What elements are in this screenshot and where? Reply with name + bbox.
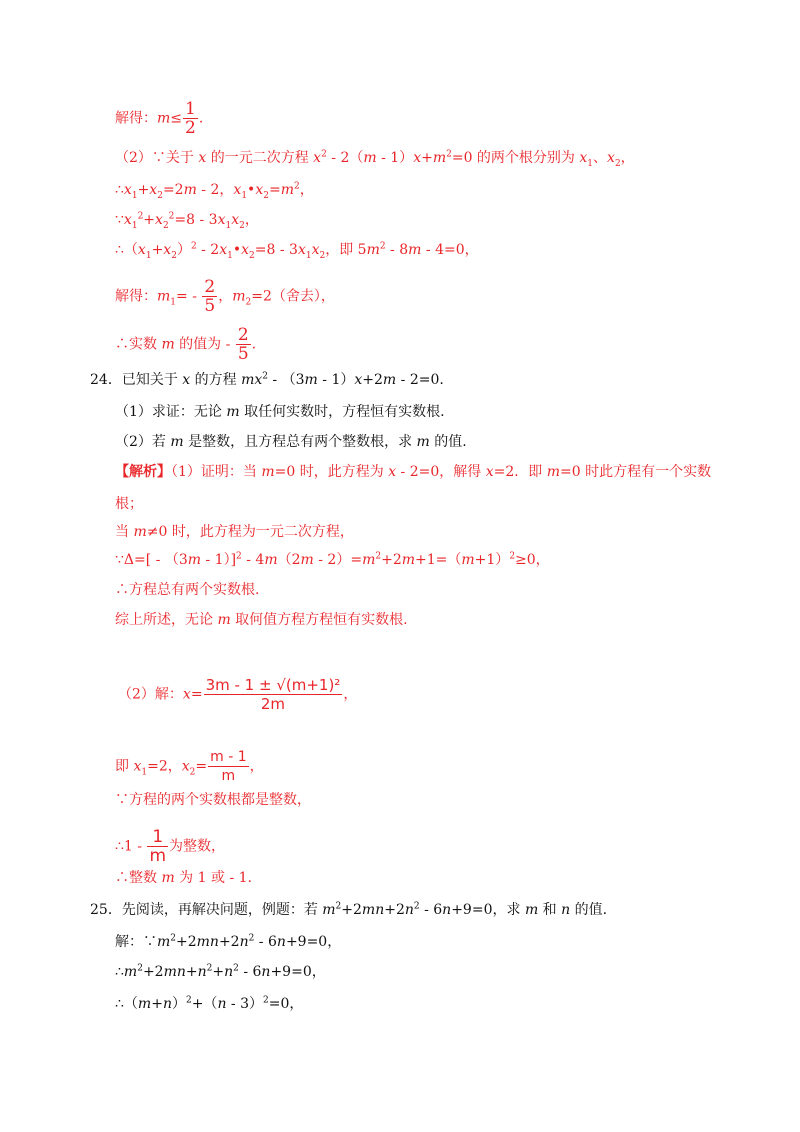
q24-analysis-line-4: ∵Δ=[ - $(3m - 1)]^2 - 4m(2m - 2)=m^2+2m+1=(m+1)^2\ge 0$， [115,551,550,568]
q25-line-1: 解：$\because m^2+2mn+2n^2 - 6n+9=0$， [115,933,342,950]
q25-stem: 25．先阅读，再解决问题，例题：若 $m^2+2mn+2n^2 - 6n+9=0$，求 m 和 n 的值. [90,901,608,918]
q24-analysis-line-2: 根； [115,496,143,512]
q24-part-2: （2）若 m 是整数，且方程总有两个整数根，求 m 的值. [115,434,467,450]
prev-line-6: 解得：$m_1=$ - $\frac{2}{5}$ ，$m_2=2$（舍去）， [115,277,335,316]
prev-line-2: （2）∵关于 x 的一元二次方程 $x^2 - 2(m - 1)x+m^2=0$ 的两个根分别为 $x_1$、$x_2$， [115,149,635,169]
q25-line-3: $\therefore(m+n)^2+(n - 3)^2=0$， [115,995,304,1012]
q24-analysis-line-1: 【解析】（1）证明：当 m=0 时，此方程为 x - 2=0，解得 x=2．即 m=0 时此方程有一个实数 [115,464,712,480]
prev-line-7: ∴实数 m 的值为 - $\frac{2}{5}$ . [115,325,257,364]
analysis-tag: 【解析】 [115,464,171,480]
q24-analysis-line-10: ∴1 - $\frac{1}{m}$ 为整数， [115,827,226,866]
fraction-2-5-b: $\frac{2}{5}$ [237,325,249,364]
prev-line-1: 解得：m≤ $\frac{1}{2}$ . [115,99,204,138]
prev-line-4: $\because x_1^2+x_2^2=8 - 3x_1x_2$， [115,211,259,231]
q24-analysis-line-5: ∴方程总有两个实数根. [115,582,260,598]
q24-analysis-line-9: ∵方程的两个实数根都是整数， [115,792,311,808]
prev-line-3: $\therefore x_1+x_2=2m - 2$，$x_1•x_2=m^2$， [115,181,314,201]
q24-analysis-line-6: 综上所述，无论 m 取何值方程方程恒有实数根. [115,612,408,628]
quadratic-formula-fraction: $\frac{\text{3m - 1 ± √(m+1)²}}{2m}$ [205,676,341,713]
q24-roots: 即 $x_1=2$，$x_2=$ $\frac{m - 1}{m}$ ， [115,749,264,784]
q25-line-2: $\therefore m^2+2mn+n^2+n^2 - 6n+9=0$， [115,963,326,980]
root-fraction: $\frac{m - 1}{m}$ [210,749,247,784]
q24-analysis-line-3: 当 m≠0 时，此方程为一元二次方程， [115,524,354,540]
q24-analysis-line-11: ∴整数 m 为 1 或 - 1. [115,870,252,886]
prev-line-5: $\therefore(x_1+x_2)^2$ - $2x_1•x_2=8 - 3x_1x_2$，即 $5m^2 - 8m - 4=0$， [115,241,479,261]
fraction-2-5: $\frac{2}{5}$ [204,277,216,316]
q24-stem: 24．已知关于 x 的方程 $mx^2 - (3m - 1)x+2m - 2=0$. [90,371,444,388]
q24-solution-formula: （2）解：x= $\frac{\text{3m - 1 ± √(m+1)²}}{2m}$ ， [118,676,358,713]
fraction-1-2: $\frac{1}{2}$ [185,99,196,138]
q24-part-1: （1）求证：无论 m 取任何实数时，方程恒有实数根. [115,404,445,420]
fraction-1-m: $\frac{1}{m}$ [149,827,167,866]
